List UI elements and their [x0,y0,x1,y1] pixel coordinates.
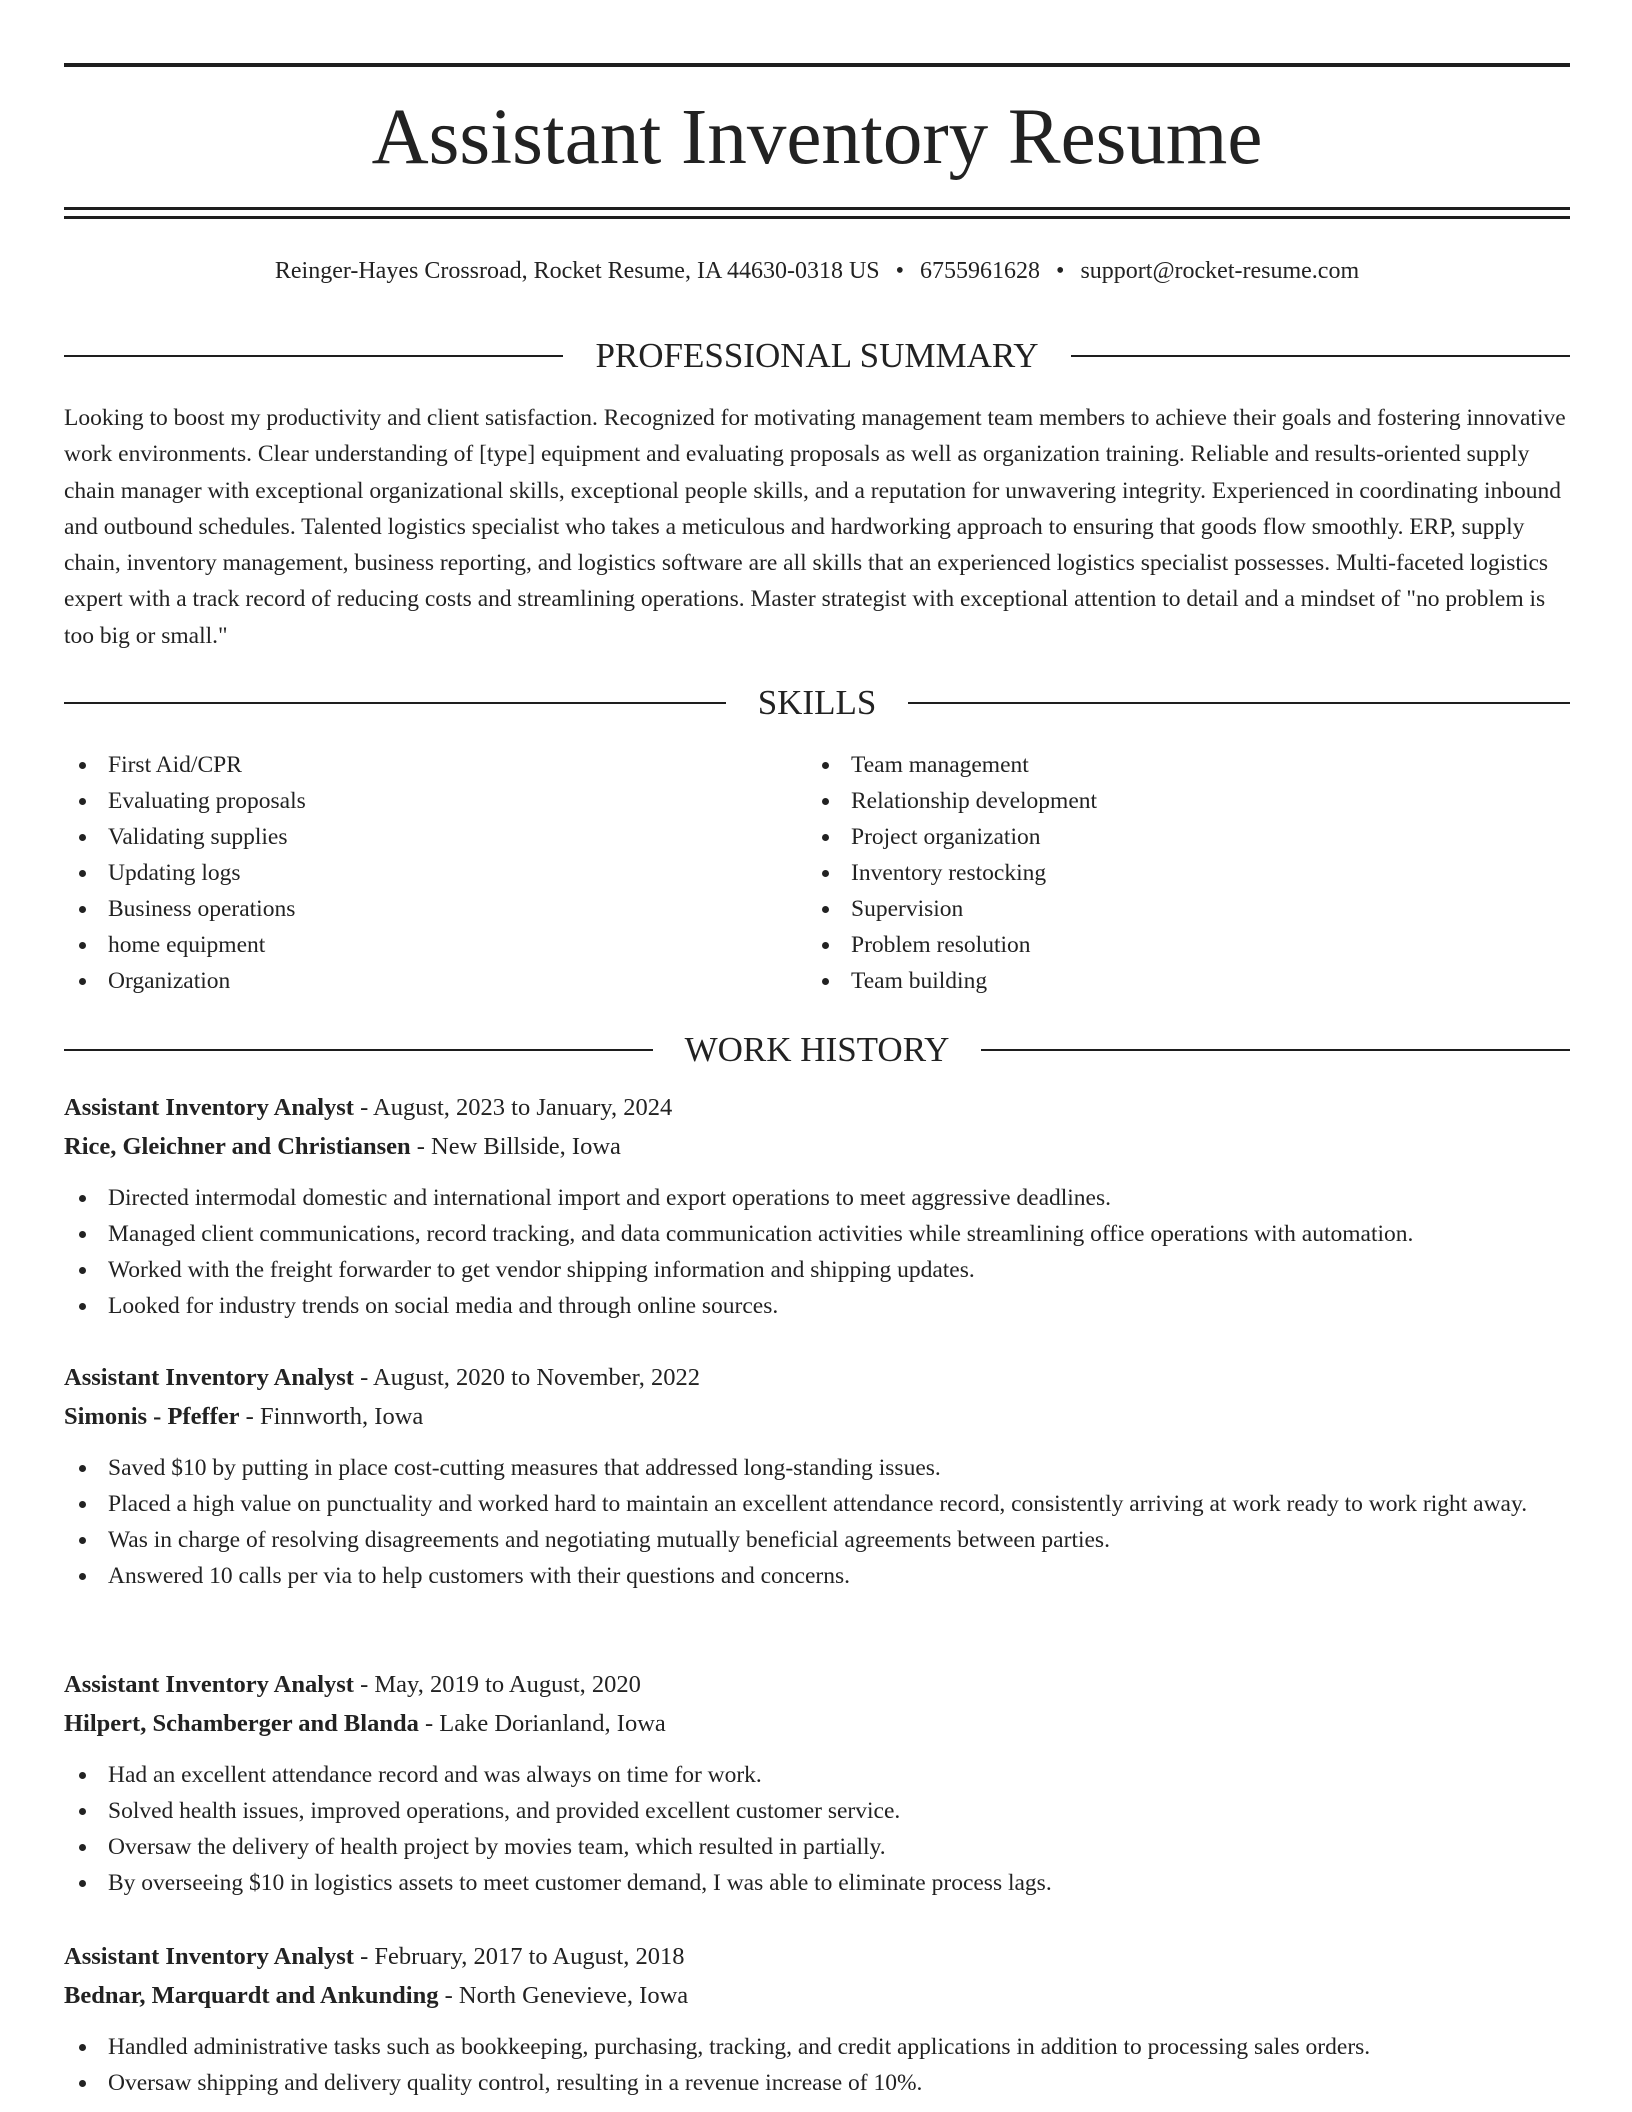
job-dates: - August, 2023 to January, 2024 [353,1094,673,1121]
skill-item: Evaluating proposals [64,783,764,819]
job-company: Hilpert, Schamberger and Blanda [64,1710,419,1737]
contact-separator: • [1056,258,1065,284]
job-company: Rice, Gleichner and Christiansen [64,1133,411,1160]
skill-item: Supervision [807,891,1507,927]
title-rule-lower [64,216,1570,219]
job-bullet: Saved $10 by putting in place cost-cutting measures that addressed long-standing issues. [64,1450,1570,1486]
job-bullet: Worked with the freight forwarder to get vendor shipping information and shipping updates. [64,1252,1570,1288]
job-title: Assistant Inventory Analyst [64,1943,354,1970]
contact-separator: • [895,258,905,284]
skill-item: First Aid/CPR [64,747,764,783]
skill-item: Updating logs [64,855,764,891]
job-bullet: Had an excellent attendance record and was always on time for work. [64,1757,1570,1793]
job-dates: - February, 2017 to August, 2018 [353,1943,685,1970]
divider-line [981,1049,1570,1051]
job-bullets [64,2029,1570,2101]
job-bullet: Oversaw shipping and delivery quality control, resulting in a revenue increase of 10%. [64,2065,1570,2101]
job-company-line [64,1397,1570,1436]
divider-line [64,702,726,704]
section-header-work [64,1030,1570,1070]
job-bullets [64,1757,1570,1901]
job-company-line [64,1976,1570,2015]
skills-list-left [64,747,764,999]
job-company: Bednar, Marquardt and Ankunding [64,1982,439,2009]
contact-phone: 6755961628 [920,258,1041,284]
skills-list-right [807,747,1507,999]
skill-item: Team building [807,963,1507,999]
contact-line [64,254,1570,288]
resume-title: Assistant Inventory Resume [371,94,1263,181]
skill-item: Organization [64,963,764,999]
job-bullet: Managed client communications, record tracking, and data communication activities while streamlining office operations with automation. [64,1216,1570,1252]
job-title-line [64,1088,1570,1127]
title-rule-upper [64,207,1570,210]
skill-item: home equipment [64,927,764,963]
job-title: Assistant Inventory Analyst [64,1364,354,1391]
divider-line [64,355,563,357]
job-bullet: Was in charge of resolving disagreements and negotiating mutually beneficial agreements between parties. [64,1522,1570,1558]
job-dates: - August, 2020 to November, 2022 [353,1364,701,1391]
job-title: Assistant Inventory Analyst [64,1094,354,1121]
job-bullet: Oversaw the delivery of health project by movies team, which resulted in partially. [64,1829,1570,1865]
job-bullet: Answered 10 calls per via to help customers with their questions and concerns. [64,1558,1570,1594]
job-company-line [64,1127,1570,1166]
contact-email: support@rocket-resume.com [1080,258,1360,284]
job-bullet: Handled administrative tasks such as bookkeeping, purchasing, tracking, and credit applications in addition to processing sales orders. [64,2029,1570,2065]
job-bullets [64,1450,1570,1594]
job-bullets [64,1180,1570,1324]
job-entry [64,1937,1570,2101]
contact-address: Reinger-Hayes Crossroad, Rocket Resume, IA 44630-0318 US [274,258,880,284]
job-entry [64,1358,1570,1594]
job-location: - Lake Dorianland, Iowa [418,1710,666,1737]
skill-item: Validating supplies [64,819,764,855]
job-entry [64,1088,1570,1324]
job-title-line [64,1665,1570,1704]
section-title: WORK HISTORY [684,1030,950,1069]
skill-item: Business operations [64,891,764,927]
job-title-line [64,1937,1570,1976]
job-location: - New Billside, Iowa [410,1133,621,1160]
job-bullet: By overseeing $10 in logistics assets to meet customer demand, I was able to eliminate process lags. [64,1865,1570,1901]
job-company: Simonis - Pfeffer [64,1403,240,1430]
job-entry [64,1665,1570,1901]
job-location: - North Genevieve, Iowa [438,1982,689,2009]
skill-item: Project organization [807,819,1507,855]
divider-line [1071,355,1570,357]
section-header-summary [64,336,1570,376]
section-title: PROFESSIONAL SUMMARY [595,336,1039,375]
section-title: SKILLS [757,683,877,722]
job-title: Assistant Inventory Analyst [64,1671,354,1698]
skill-item: Inventory restocking [807,855,1507,891]
job-company-line [64,1704,1570,1743]
skill-item: Problem resolution [807,927,1507,963]
divider-line [64,1049,653,1051]
job-bullet: Solved health issues, improved operations, and provided excellent customer service. [64,1793,1570,1829]
summary-paragraph: Looking to boost my productivity and client satisfaction. Recognized for motivating management team members to achieve their goals and fostering innovative work environments. Clear understanding of [type] equipment and evaluating proposals as well as organization training. Reliable and results-oriented supply chain manager with exceptional organizational skills, exceptional people skills, and a reputation for unwavering integrity. Experienced in coordinating inbound and outbound schedules. Talented logistics specialist who takes a meticulous and hardworking approach to ensuring that goods flow smoothly. ERP, supply chain, inventory management, business reporting, and logistics software are all skills that an experienced logistics specialist possesses. Multi-faceted logistics expert with a track record of reducing costs and streamlining operations. Master strategist with exceptional attention to detail and a mindset of "no problem is too big or small." [64,405,1566,649]
job-bullet: Placed a high value on punctuality and worked hard to maintain an excellent attendance record, consistently arriving at work ready to work right away. [64,1486,1570,1522]
section-header-skills [64,683,1570,723]
divider-line [908,702,1570,704]
job-dates: - May, 2019 to August, 2020 [353,1671,641,1698]
job-bullet: Looked for industry trends on social media and through online sources. [64,1288,1570,1324]
skill-item: Relationship development [807,783,1507,819]
job-title-line [64,1358,1570,1397]
job-location: - Finnworth, Iowa [239,1403,424,1430]
job-bullet: Directed intermodal domestic and international import and export operations to meet aggressive deadlines. [64,1180,1570,1216]
top-rule [64,63,1570,67]
skill-item: Team management [807,747,1507,783]
